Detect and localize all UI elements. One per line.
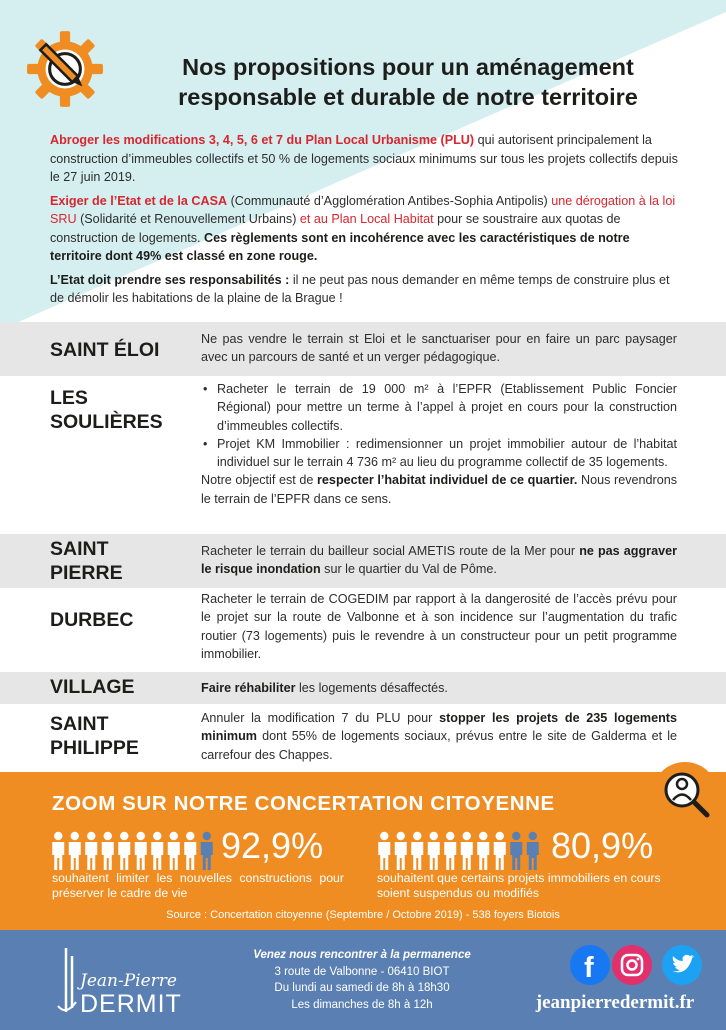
- person-icon: [444, 832, 456, 870]
- instagram-icon[interactable]: [612, 945, 652, 985]
- section-name: SAINT ÉLOI: [50, 339, 160, 361]
- magnifier-person-icon: [651, 761, 719, 829]
- person-icon: [85, 832, 97, 870]
- section-saint-philippe: [0, 704, 726, 772]
- source-note: Source : Concertation citoyenne (Septembre / Octobre 2019) - 538 foyers Biotois: [166, 909, 560, 921]
- contact-hours-weekdays: Du lundi au samedi de 8h à 18h30: [274, 982, 450, 994]
- intro-p2-highlight-3: et au Plan Local Habitat: [299, 212, 434, 226]
- section-text-bold: stopper les projets de 235 logements minimum: [201, 711, 677, 744]
- section-text: [201, 679, 677, 697]
- stat1-value: 92,9%: [221, 825, 324, 866]
- facebook-icon[interactable]: [570, 945, 610, 985]
- section-text-1: les logements désaffectés.: [295, 681, 448, 695]
- person-icon: [527, 832, 539, 870]
- website-link[interactable]: jeanpierredermit.fr: [535, 992, 695, 1013]
- stat2-value: 80,9%: [551, 825, 654, 866]
- section-saint-pierre: [0, 534, 726, 588]
- contact-address: 3 route de Valbonne - 06410 BIOT: [274, 965, 450, 978]
- section-text: [201, 709, 677, 764]
- twitter-icon[interactable]: [662, 945, 702, 985]
- conclusion-text-2: Nous revendrons le terrain de l’EPFR dans ce sens.: [201, 473, 678, 506]
- contact-heading: Venez nous rencontrer à la permanence: [253, 949, 471, 961]
- person-icon: [201, 832, 213, 870]
- intro-p2-text-1: (Communauté d’Agglomération Antibes-Sophia Antipolis): [227, 193, 552, 208]
- section-name: DURBEC: [50, 609, 134, 631]
- person-icon: [378, 832, 390, 870]
- signature-logo: [52, 942, 192, 1020]
- svg-text:Jean-Pierre: Jean-Pierre: [80, 971, 177, 991]
- section-text-2: sur le quartier du Val de Pôme.: [320, 562, 497, 577]
- intro-p1-highlight: Abroger les modifications 3, 4, 5, 6 et 7 du Plan Local Urbanisme (PLU): [50, 133, 475, 147]
- bullet-list: [201, 380, 677, 471]
- person-icon: [477, 832, 489, 870]
- stat1-people-graphic: [50, 831, 215, 871]
- page-title: [108, 52, 708, 112]
- person-icon: [494, 832, 506, 870]
- stat2-people-graphic: [376, 831, 541, 871]
- person-icon: [411, 832, 423, 870]
- intro-paragraph-2: [50, 192, 680, 266]
- intro-block: [50, 131, 680, 313]
- person-icon: [69, 832, 81, 870]
- stat2-text: souhaitent que certains projets immobiliers en cours soient suspendus ou modifiés: [377, 871, 661, 900]
- title-line-2: responsable et durable de notre territoire: [178, 84, 638, 110]
- intro-paragraph-1: [50, 131, 680, 187]
- conclusion-text-1: Notre objectif est de: [201, 473, 318, 488]
- intro-p1-text: qui autorisent principalement la construction d’immeubles collectifs et 50 % de logements sociaux minimums sur tous les projets collectifs depuis le 27 juin 2019.: [50, 133, 678, 184]
- person-icon: [184, 832, 196, 870]
- intro-p2-highlight-2: une dérogation à la loi SRU: [50, 193, 676, 226]
- section-durbec: [0, 588, 726, 672]
- person-icon: [52, 832, 64, 870]
- person-icon: [168, 832, 180, 870]
- section-name: VILLAGE: [50, 676, 135, 698]
- section-conclusion: [201, 471, 677, 508]
- stat1-text: souhaitent limiter les nouvelles constructions pour préserver le cadre de vie: [52, 871, 344, 900]
- section-name-line-2: PIERRE: [50, 562, 123, 584]
- section-village: [0, 672, 726, 704]
- section-text: Ne pas vendre le terrain st Eloi et le sanctuariser pour en faire un parc paysager avec un parcours de santé et un verger pédagogique.: [201, 332, 677, 365]
- section-name: [50, 712, 190, 760]
- intro-p3-text: il ne peut pas nous demander en même temps de construire plus et de démolir les habitations de la plaine de la Brague !: [50, 272, 670, 305]
- intro-p3-bold: L’Etat doit prendre ses responsabilités :: [50, 272, 290, 287]
- person-icon: [135, 832, 147, 870]
- section-name-line-2: PHILIPPE: [50, 737, 139, 759]
- conclusion-bold: respecter l’habitat individuel de ce quartier.: [317, 473, 578, 488]
- intro-paragraph-3: [50, 271, 680, 308]
- section-text-1: Racheter le terrain du bailleur social AMETIS route de la Mer pour: [201, 544, 580, 558]
- contact-hours-sunday: Les dimanches de 8h à 12h: [291, 998, 433, 1011]
- title-line-1: Nos propositions pour un aménagement: [182, 54, 634, 80]
- person-icon: [461, 832, 473, 870]
- list-item: • Projet KM Immobilier : redimensionner un projet immobilier autour de l’habitat individuel sur le terrain 4 736 m² au lieu du programme collectif de 35 logements.: [201, 435, 677, 472]
- gear-pencil-icon: [24, 28, 106, 110]
- section-text: [201, 542, 677, 579]
- section-text: Racheter le terrain de COGEDIM par rapport à la dangerosité de l’accès prévu pour le projet sur la route de Valbonne et à son incidence sur l’augmentation du trafic routier (73 logements) puis le revendre à un constructeur pour un petit programme immobilier.: [201, 592, 677, 661]
- section-text: [201, 380, 677, 508]
- section-text-bold: Faire réhabiliter: [201, 681, 296, 695]
- section-name: [50, 386, 190, 434]
- contact-block: [232, 947, 492, 1013]
- person-icon: [151, 832, 163, 870]
- person-icon: [510, 832, 522, 870]
- person-icon: [395, 832, 407, 870]
- zoom-title: ZOOM SUR NOTRE CONCERTATION CITOYENNE: [52, 792, 555, 815]
- intro-p2-text-3: pour se soustraire aux quotas de construction de logements.: [50, 212, 621, 245]
- section-text-2: dont 55% de logements sociaux, prévus entre le site de Galderma et le carrefour des Chappes.: [201, 729, 677, 762]
- person-icon: [118, 832, 130, 870]
- section-name-line-1: LES: [50, 387, 88, 409]
- section-name: [50, 537, 190, 585]
- svg-text:f: f: [584, 952, 594, 984]
- person-icon: [102, 832, 114, 870]
- person-icon: [428, 832, 440, 870]
- section-text-1: Annuler la modification 7 du PLU pour: [201, 711, 440, 725]
- svg-text:DERMIT: DERMIT: [80, 990, 182, 1018]
- intro-p2-bold: Ces règlements sont en incohérence avec les caractéristiques de notre territoire dont 49% est classé en zone rouge.: [50, 230, 630, 263]
- section-name-line-1: SAINT: [50, 538, 109, 560]
- intro-p2-text-2: (Solidarité et Renouvellement Urbains): [76, 212, 300, 226]
- section-text-bold: ne pas aggraver le risque inondation: [201, 544, 677, 577]
- section-name-line-1: SAINT: [50, 713, 109, 735]
- intro-p2-highlight-1: Exiger de l’Etat et de la CASA: [50, 193, 228, 208]
- list-item: • Racheter le terrain de 19 000 m² à l’EPFR (Etablissement Public Foncier Régional) pour mettre un terme à l’appel à projet en cours pour la construction d’immeubles collectifs.: [201, 380, 677, 435]
- section-les-soulieres: [0, 376, 726, 534]
- section-saint-eloi: [0, 322, 726, 376]
- section-name-line-2: SOULIÈRES: [50, 411, 163, 433]
